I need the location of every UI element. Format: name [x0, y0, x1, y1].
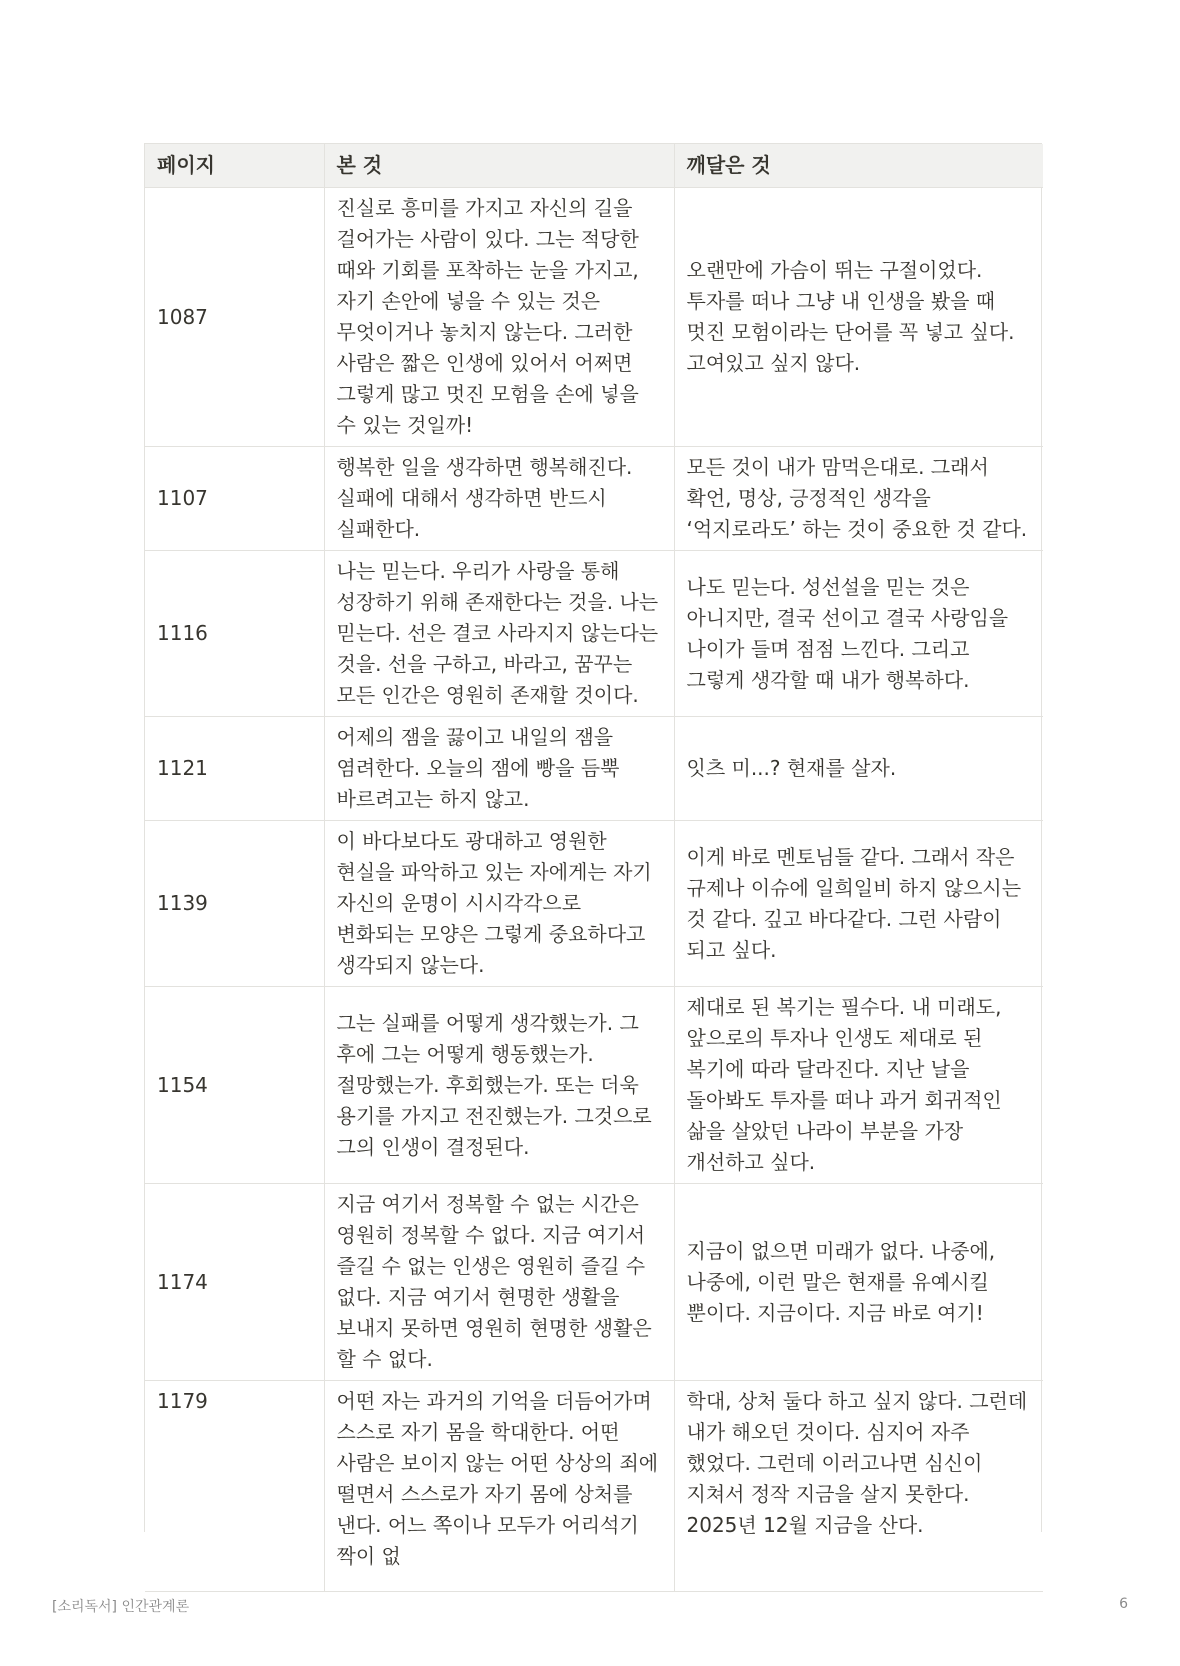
realized-cell: 나도 믿는다. 성선설을 믿는 것은 아니지만, 결국 선이고 결국 사랑임을 나이가 들며 점점 느낀다. 그리고 그렇게 생각할 때 내가 행복하다. [674, 551, 1043, 717]
table-row [145, 717, 1043, 821]
page-cell: 1107 [145, 447, 324, 551]
page-cell: 1087 [145, 188, 324, 447]
header-seen: 본 것 [324, 144, 674, 188]
realized-cell: 학대, 상처 둘다 하고 싶지 않다. 그런데 내가 해오던 것이다. 심지어 자주 했었다. 그런데 이러고나면 심신이 지쳐서 정작 지금을 살지 못한다. 2025년 12월 지금을 산다. [674, 1381, 1043, 1592]
page-cell: 1116 [145, 551, 324, 717]
table-header-row [145, 144, 1043, 188]
page-number: 6 [1119, 1596, 1128, 1612]
table-row [145, 551, 1043, 717]
seen-cell: 어제의 잼을 끓이고 내일의 잼을 염려한다. 오늘의 잼에 빵을 듬뿍 바르려고는 하지 않고. [324, 717, 674, 821]
page-cell: 1139 [145, 821, 324, 987]
reading-notes-table [144, 143, 1042, 1568]
realized-cell: 모든 것이 내가 맘먹은대로. 그래서 확언, 명상, 긍정적인 생각을 ‘억지로라도’ 하는 것이 중요한 것 같다. [674, 447, 1043, 551]
realized-cell: 잇츠 미...? 현재를 살자. [674, 717, 1043, 821]
table-row [145, 1381, 1043, 1592]
seen-cell: 진실로 흥미를 가지고 자신의 길을 걸어가는 사람이 있다. 그는 적당한 때와 기회를 포착하는 눈을 가지고, 자기 손안에 넣을 수 있는 것은 무엇이거나 놓치지 않는다. 그러한 사람은 짧은 인생에 있어서 어쩌면 그렇게 많고 멋진 모험을 손에 넣을 수 있는 것일까! [324, 188, 674, 447]
realized-cell: 지금이 없으면 미래가 없다. 나중에, 나중에, 이런 말은 현재를 유예시킬 뿐이다. 지금이다. 지금 바로 여기! [674, 1184, 1043, 1381]
document-footer-title: [소리독서] 인간관계론 [52, 1599, 190, 1615]
header-realized: 깨달은 것 [674, 144, 1043, 188]
notes-table [145, 144, 1043, 1592]
realized-cell: 제대로 된 복기는 필수다. 내 미래도, 앞으로의 투자나 인생도 제대로 된 복기에 따라 달라진다. 지난 날을 돌아봐도 투자를 떠나 과거 회귀적인 삶을 살았던 나라이 부분을 가장 개선하고 싶다. [674, 987, 1043, 1184]
seen-cell: 지금 여기서 정복할 수 없는 시간은 영원히 정복할 수 없다. 지금 여기서 즐길 수 없는 인생은 영원히 즐길 수 없다. 지금 여기서 현명한 생활을 보내지 못하면 영원히 현명한 생활은 할 수 없다. [324, 1184, 674, 1381]
realized-cell: 오랜만에 가슴이 뛰는 구절이었다. 투자를 떠나 그냥 내 인생을 봤을 때 멋진 모험이라는 단어를 꼭 넣고 싶다. 고여있고 싶지 않다. [674, 188, 1043, 447]
seen-cell: 나는 믿는다. 우리가 사랑을 통해 성장하기 위해 존재한다는 것을. 나는 믿는다. 선은 결코 사라지지 않는다는 것을. 선을 구하고, 바라고, 꿈꾸는 모든 인간은 영원히 존재할 것이다. [324, 551, 674, 717]
page-cell: 1121 [145, 717, 324, 821]
seen-cell: 어떤 자는 과거의 기억을 더듬어가며 스스로 자기 몸을 학대한다. 어떤 사람은 보이지 않는 어떤 상상의 죄에 떨면서 스스로가 자기 몸에 상처를 낸다. 어느 쪽이나 모두가 어리석기 짝이 없 [324, 1381, 674, 1592]
table-row [145, 447, 1043, 551]
header-page: 페이지 [145, 144, 324, 188]
page-cell: 1154 [145, 987, 324, 1184]
table-row [145, 188, 1043, 447]
table-row [145, 1184, 1043, 1381]
seen-cell: 이 바다보다도 광대하고 영원한 현실을 파악하고 있는 자에게는 자기 자신의 운명이 시시각각으로 변화되는 모양은 그렇게 중요하다고 생각되지 않는다. [324, 821, 674, 987]
realized-cell: 이게 바로 멘토님들 같다. 그래서 작은 규제나 이슈에 일희일비 하지 않으시는 것 같다. 깊고 바다같다. 그런 사람이 되고 싶다. [674, 821, 1043, 987]
page-cell: 1174 [145, 1184, 324, 1381]
page-cell: 1179 [145, 1381, 324, 1592]
table-row [145, 821, 1043, 987]
seen-cell: 행복한 일을 생각하면 행복해진다. 실패에 대해서 생각하면 반드시 실패한다. [324, 447, 674, 551]
table-row [145, 987, 1043, 1184]
seen-cell: 그는 실패를 어떻게 생각했는가. 그 후에 그는 어떻게 행동했는가. 절망했는가. 후회했는가. 또는 더욱 용기를 가지고 전진했는가. 그것으로 그의 인생이 결정된다. [324, 987, 674, 1184]
